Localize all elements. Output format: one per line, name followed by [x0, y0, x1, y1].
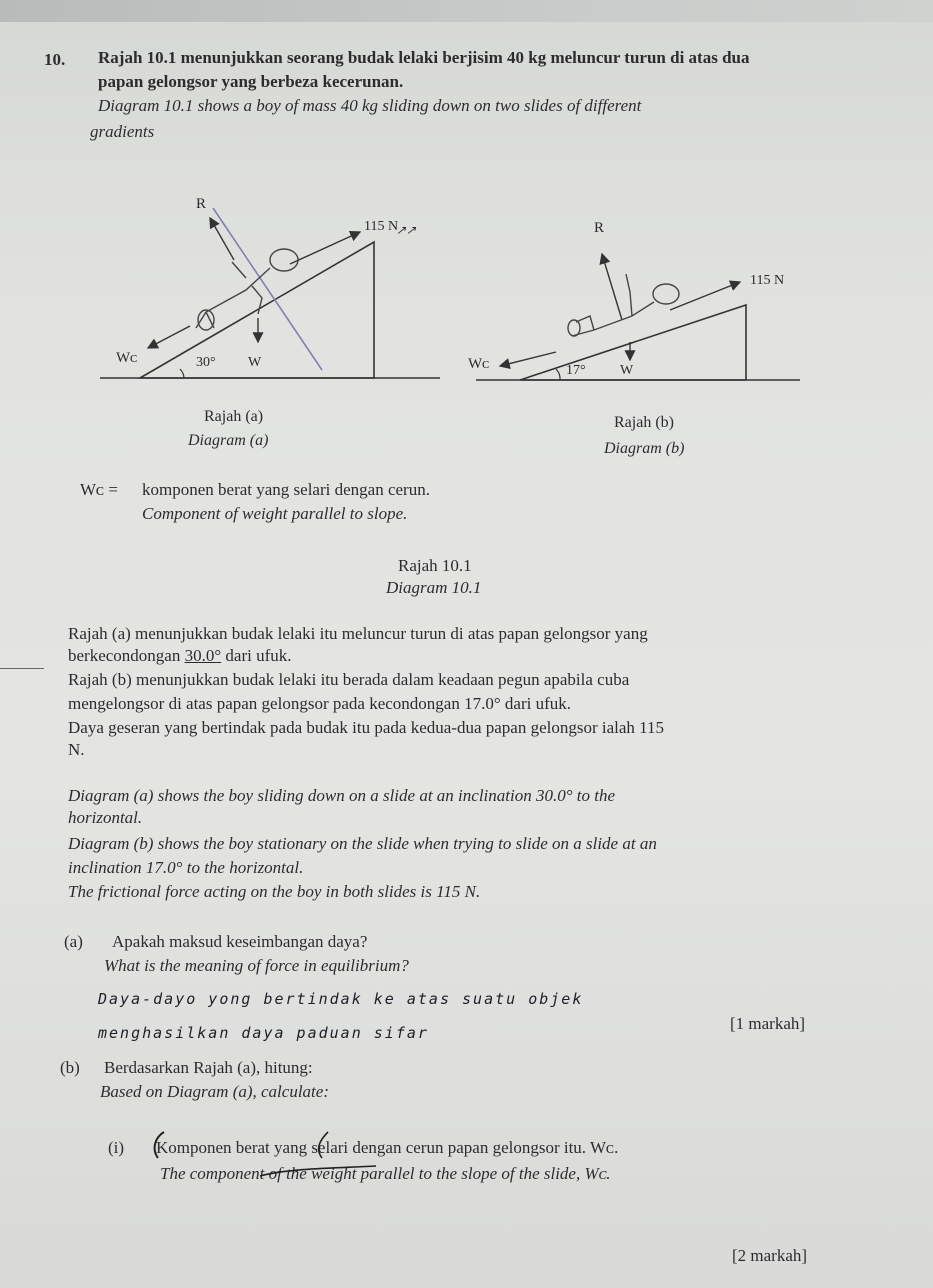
part-b-label: (b): [60, 1058, 80, 1077]
diagram-b-caption-english: Diagram (b): [604, 440, 685, 457]
part-b-i-pen-marks: [140, 1128, 440, 1184]
english-angle-a: 30.0°: [535, 786, 573, 805]
english-angle-b: 17.0°: [145, 858, 183, 877]
malay-para-line-4-start: mengelongsor di atas papan gelongsor pada kecondongan: [68, 694, 465, 713]
diagram-b-caption-malay: Rajah (b): [614, 414, 674, 431]
part-b-marks: [2 markah]: [732, 1246, 808, 1265]
diagram-a-wc-label: Wᴄ: [116, 350, 138, 366]
diagram-a-wc-arrow: [148, 326, 190, 348]
diagram-b-friction-arrow: [670, 282, 740, 310]
english-para-line-4: [68, 858, 303, 878]
malay-para-line-4: [68, 694, 571, 714]
malay-para-line-3: Rajah (b) menunjukkan budak lelaki itu berada dalam keadaan pegun apabila cuba: [68, 670, 630, 689]
diagram-b-reaction-arrow: [602, 254, 622, 320]
malay-para-line-6: N.: [68, 740, 85, 759]
slides-diagram: [0, 170, 933, 390]
part-b-i-label: (i): [108, 1138, 125, 1157]
part-a-label: (a): [64, 932, 83, 951]
diagram-b-angle-label: 17°: [566, 363, 586, 378]
english-para-line-3: Diagram (b) shows the boy stationary on the slide when trying to slide on a slide at an: [68, 834, 657, 853]
question-number: 10.: [44, 50, 66, 69]
figure-caption-english: Diagram 10.1: [386, 578, 482, 597]
english-para-line-1-end: to the: [572, 786, 616, 805]
english-para-line-1-start: Diagram (a) shows the boy sliding down on a slide at an inclination: [68, 786, 536, 805]
part-a-marks: [1 markah]: [730, 1014, 806, 1033]
page-top-edge: [0, 0, 933, 22]
definition-english: Component of weight parallel to slope.: [142, 504, 408, 523]
english-para-line-5: The frictional force acting on the boy in both slides is 115 N.: [68, 882, 481, 901]
definition-malay: komponen berat yang selari dengan cerun.: [142, 480, 430, 499]
diagram-b-wc-arrow: [500, 352, 556, 366]
malay-para-line-4-end: dari ufuk.: [500, 694, 571, 713]
malay-para-line-5: Daya geseran yang bertindak pada budak itu pada kedua-dua papan gelongsor ialah 115: [68, 718, 665, 737]
diagram-b-r-label: R: [594, 220, 605, 236]
diagram-a-angle-label: 30°: [196, 355, 216, 370]
diagram-a: [100, 196, 440, 378]
diagram-a-reaction-arrow: [210, 218, 234, 260]
diagram-b-wc-label: Wᴄ: [468, 356, 490, 372]
intro-malay-line-2: papan gelongsor yang berbeza kecerunan.: [98, 72, 404, 91]
malay-para-line-2-start: berkecondongan: [68, 646, 185, 665]
malay-angle-a: 30.0°: [184, 646, 222, 665]
definition-symbol: Wᴄ =: [80, 480, 119, 499]
part-b-i-question-malay: Komponen berat yang selari dengan cerun papan gelongsor itu. Wᴄ.: [156, 1138, 619, 1157]
diagram-a-normal-line: [213, 208, 322, 370]
part-b-question-malay: Berdasarkan Rajah (a), hitung:: [104, 1058, 313, 1077]
malay-para-line-2-end: dari ufuk.: [221, 646, 292, 665]
english-para-line-2: horizontal.: [68, 808, 143, 827]
intro-english-line-1: Diagram 10.1 shows a boy of mass 40 kg sliding down on two slides of different: [98, 96, 642, 115]
diagram-a-caption-malay: Rajah (a): [204, 408, 264, 425]
diagram-a-r-label: R: [196, 196, 207, 212]
intro-english-line-2: gradients: [90, 122, 155, 141]
malay-para-line-1: Rajah (a) menunjukkan budak lelaki itu meluncur turun di atas papan gelongsor yang: [68, 624, 648, 643]
figure-caption-malay: Rajah 10.1: [398, 556, 472, 575]
diagram-b-w-label: W: [620, 363, 634, 378]
diagram-a-force-label: 115 N: [364, 219, 399, 234]
part-b-i-question-english: The component of the weight parallel to the slope of the slide, Wᴄ.: [160, 1164, 611, 1183]
part-a-answer-line-2[interactable]: menghasilkan daya paduan sifar: [98, 1024, 429, 1042]
margin-line: [0, 668, 44, 669]
diagram-b-boy: [568, 274, 679, 336]
intro-malay-line-1: Rajah 10.1 menunjukkan seorang budak lelaki berjisim 40 kg meluncur turun di atas dua: [98, 48, 750, 67]
diagram-a-friction-arrow: [290, 232, 360, 264]
diagram-b-force-label: 115 N: [750, 273, 785, 288]
english-para-line-4-start: inclination: [68, 858, 146, 877]
malay-para-line-2: [68, 646, 292, 666]
diagram-a-boy: [196, 249, 298, 330]
malay-angle-b: 17.0°: [464, 694, 501, 713]
english-para-line-4-end: to the horizontal.: [182, 858, 304, 877]
part-a-question-english: What is the meaning of force in equilibrium?: [104, 956, 409, 975]
english-para-line-1: [68, 786, 615, 806]
diagram-a-caption-english: Diagram (a): [188, 432, 269, 449]
part-b-question-english: Based on Diagram (a), calculate:: [100, 1082, 329, 1101]
part-a-question-malay: Apakah maksud keseimbangan daya?: [112, 932, 368, 951]
diagram-a-handwritten-note: ↗↗: [396, 223, 417, 237]
part-a-answer-line-1[interactable]: Daya-dayo yong bertindak ke atas suatu objek: [98, 990, 584, 1008]
diagram-b: [468, 220, 800, 380]
diagram-a-w-label: W: [248, 355, 262, 370]
